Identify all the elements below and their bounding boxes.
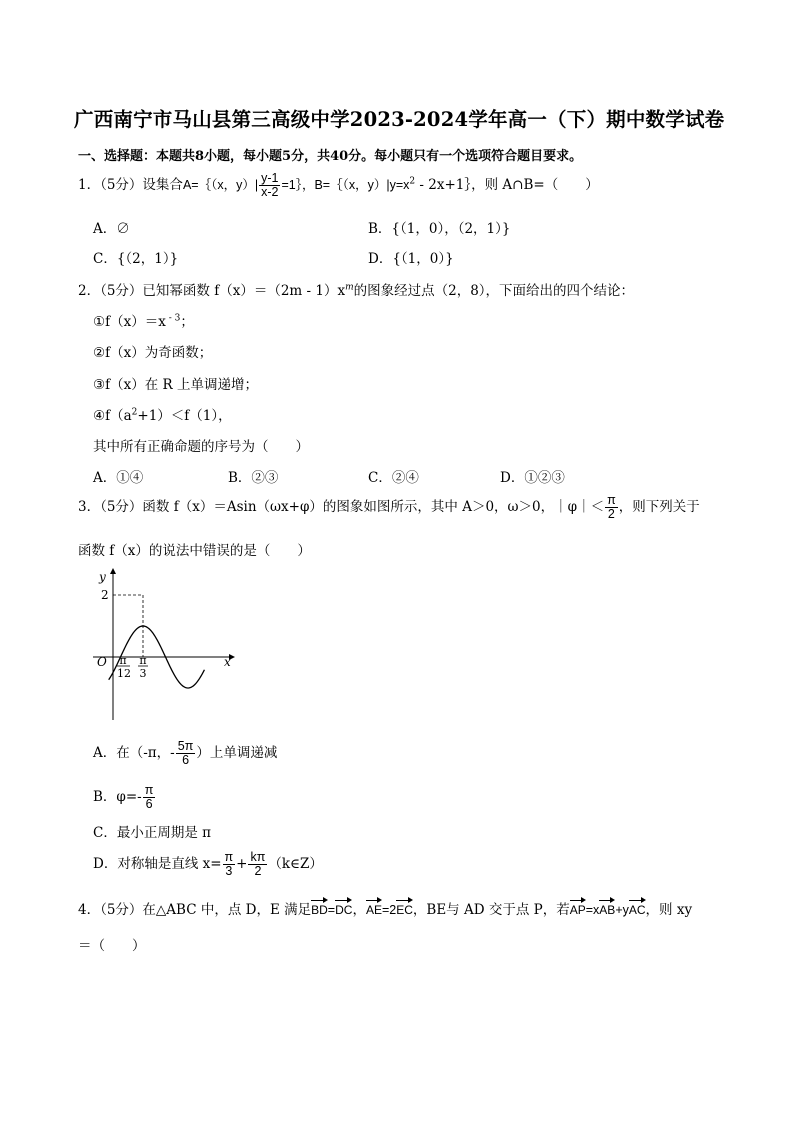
q3-optD-n2: kπ [250,850,266,864]
q1-option-a: A．∅ [93,221,130,237]
sine-graph [93,565,243,725]
question-1-stem: 1．（5分）设集合A=｛（x，y）| $\frac{y-1}{x-2}$ =1｝，B=｛（x，$y)|y=x^2$ - 2x+1｝，则 A∩B=（ ） [78,171,599,200]
q3-option-b [93,784,156,811]
q3-option-a [93,740,277,767]
q3-optD-a: D．对称轴是直线 x= [93,856,222,873]
vec-ec: EC [396,903,413,917]
vec-ae: AE [365,903,382,917]
q3-optA-num: 5π [177,739,194,753]
y-max-label: 2 [101,588,109,602]
q3-optA-den: 6 [182,753,190,768]
q2-option-a: A．①④ [93,470,144,486]
page-title: 广西南宁市马山县第三高级中学2023-2024学年高一（下）期中数学试卷 [74,108,725,131]
q4-a: 4．（5分）在△ABC 中，点 D，E 满足 [78,902,312,918]
q3-pi-over-2 [605,494,618,521]
q1-setA-suffix: =1｝， [281,178,315,193]
q2-stem-rest: 的图象经过点（2，8），下面给出的四个结论： [353,283,635,299]
q2-s4-b: +1）＜f（1）， [137,408,232,424]
q1-frac-den: x-2 [261,185,279,200]
tick-pi3-num: π [139,654,147,667]
q1-setB: B=｛（x，y）|y=x [314,178,410,193]
q2-s1-text: ①f（x）＝x [93,314,166,330]
q3-optD-d1: 3 [225,864,233,879]
q1-setA-prefix: A=｛（x，y）| [182,178,259,193]
q2-question: 其中所有正确命题的序号为（ ） [93,439,309,455]
q3-optB-a: B．φ=- [93,789,142,806]
q2-option-c: C．②④ [368,470,419,486]
q3-optA-frac [176,740,196,767]
q3-optD-n1: π [224,850,234,864]
q3-optB-frac [143,784,156,811]
q2-statement-2: ②f（x）为奇函数； [93,345,213,361]
q3-stem-line2: 函数 f（x）的说法中错误的是（ ） [78,543,311,559]
vec-ab: AB [599,903,616,917]
vec-dc: DC [335,903,353,917]
q2-statement-3: ③f（x）在 R 上单调递增； [93,377,258,393]
q3-optD-plus: + [236,856,248,873]
q2-s1-exponent: - 3 [165,313,181,324]
q2-option-d: D．①②③ [500,470,565,486]
q4-c: ，则 xy [645,902,693,918]
q3-frac-den: 2 [607,507,615,522]
q3-option-d [93,851,323,878]
q2-s4-a: ④f（a [93,408,132,424]
q1-setB-rest: - 2x+1｝，则 A∩B=（ ） [415,177,599,194]
x-axis-label: x [224,655,231,669]
q2-statement-4: $④f(a^2+1)<f(1)$， [93,407,232,424]
q3-optD-frac1 [223,851,236,878]
q3-optD-d2: 2 [254,864,262,879]
q3-optB-num: π [144,783,154,797]
q4-eq3: =x [585,903,600,917]
q4-eq1: = [327,903,336,917]
q2-stem: 2．（5分）已知幂函数 f（x）＝（2m - 1）x [78,283,346,299]
q3-frac-num: π [607,493,616,507]
vec-bd: BD [311,903,328,917]
q1-option-c: C．{（2，1）} [93,251,179,267]
q2-statement-1 [93,310,194,330]
q2-option-b: B．②③ [228,470,279,486]
q3-stem-b: ，则下列关于 [618,499,700,516]
question-2-stem: 2．（5分）已知幂函数 $f(x)=(2m - 1)x^m$的图象经过点（2，8），下面给出的四个结论： [78,282,635,299]
origin-label: O [97,655,107,669]
section-heading: 一、选择题：本题共8小题，每小题5分，共40分。每小题只有一个选项符合题目要求。 [78,149,583,164]
q3-optA-b: ）上单调递减 [196,745,278,762]
q4-eq4: +y [615,903,629,917]
tick-pi3-den: 3 [139,667,147,680]
q1-frac-num: y-1 [261,171,279,185]
q1-fraction [259,172,280,199]
question-3-stem [78,494,700,521]
q3-option-c: C．最小正周期是 π [93,825,211,841]
vec-ac: AC [628,903,646,917]
vec-ap: AP [569,903,586,917]
y-axis-label: y [99,570,106,584]
q3-stem-a: 3．（5分）函数 f（x）＝Asin（ωx+φ）的图象如图所示，其中 A＞0，ω＞0，｜φ｜＜ [78,499,605,516]
q3-optA-a: A．在（-π，- [93,745,175,762]
q1-option-d: D．{（1，0）} [368,251,454,267]
q1-lead: 1．（5分）设集合 [78,177,183,194]
q3-optD-b: （k∈Z） [268,856,323,873]
tick-pi12-num: π [119,654,127,667]
question-4-stem [78,898,692,918]
q4-comma: ， [352,902,366,918]
tick-pi12-den: 12 [117,667,131,680]
q3-optB-den: 6 [145,797,153,812]
q3-optD-frac2 [248,851,267,878]
q4-eq2: =2 [381,903,397,917]
q4-b: ，BE与 AD 交于点 P，若 [412,902,570,918]
q2-s1-end: ； [180,314,194,330]
q4-stem-line2: ＝（ ） [78,938,146,954]
q1-option-b: B．{（1，0），（2，1）} [368,221,511,237]
